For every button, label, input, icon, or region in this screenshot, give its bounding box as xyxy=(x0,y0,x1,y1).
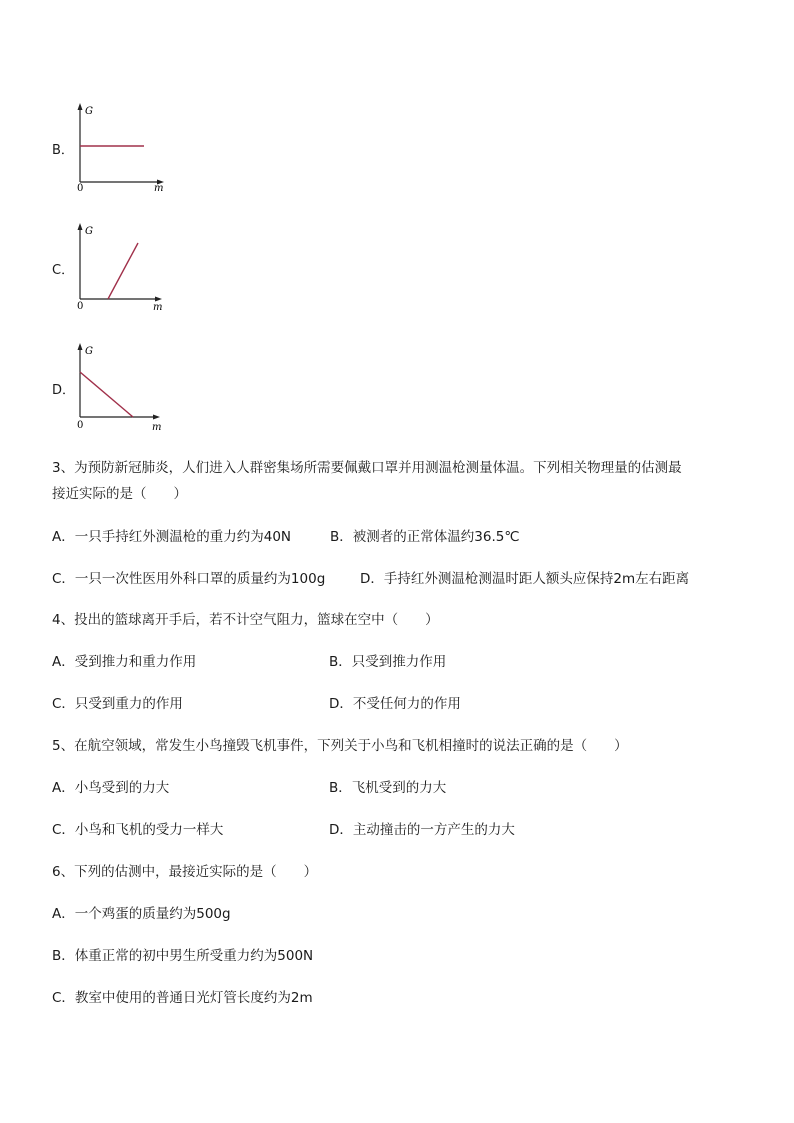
q4-option-c: C．只受到重力的作用 xyxy=(52,696,183,712)
q4-option-b: B．只受到推力作用 xyxy=(329,654,447,670)
q6-option-a: A．一个鸡蛋的质量约为500g xyxy=(52,906,231,922)
y-axis-arrow xyxy=(78,343,83,350)
x-axis-arrow xyxy=(153,415,160,420)
y-axis-arrow xyxy=(78,223,83,230)
q4-option-d: D．不受任何力的作用 xyxy=(329,696,461,712)
q6-option-c: C．教室中使用的普通日光灯管长度约为2m xyxy=(52,990,313,1006)
option-b-letter: B． xyxy=(52,143,74,158)
q4-option-a: A．受到推力和重力作用 xyxy=(52,654,197,670)
graph-b xyxy=(70,100,170,195)
g-line xyxy=(108,243,138,299)
graph-b-svg xyxy=(70,100,170,195)
origin-label: 0 xyxy=(77,301,84,312)
q5-option-c: C．小鸟和飞机的受力一样大 xyxy=(52,822,224,838)
q3-stem-line2: 接近实际的是（ ） xyxy=(52,486,187,502)
q3-option-b: B．被测者的正常体温约36.5℃ xyxy=(330,529,520,545)
q3-stem-line1: 3、为预防新冠肺炎，人们进入人群密集场所需要佩戴口罩并用测温枪测量体温。下列相关物理量的估测最 xyxy=(52,460,682,476)
q4-stem: 4、投出的篮球离开手后，若不计空气阻力，篮球在空中（ ） xyxy=(52,612,439,628)
q5-option-a: A．小鸟受到的力大 xyxy=(52,780,170,796)
q3-option-c: C．一只一次性医用外科口罩的质量约为100g xyxy=(52,571,326,587)
q3-option-a: A．一只手持红外测温枪的重力约为40N xyxy=(52,529,292,545)
graph-c-svg xyxy=(70,220,170,315)
q6-stem: 6、下列的估测中，最接近实际的是（ ） xyxy=(52,864,318,880)
graph-c xyxy=(70,220,170,315)
origin-label: 0 xyxy=(77,183,84,194)
g-line xyxy=(80,372,133,417)
x-axis-label: m xyxy=(153,302,163,313)
q5-option-d: D．主动撞击的一方产生的力大 xyxy=(329,822,515,838)
q5-option-b: B．飞机受到的力大 xyxy=(329,780,447,796)
y-axis-label: G xyxy=(85,106,93,117)
y-axis-label: G xyxy=(85,346,93,357)
x-axis-arrow xyxy=(155,297,162,302)
option-c-letter: C． xyxy=(52,263,75,278)
option-d-letter: D． xyxy=(52,383,76,398)
y-axis-label: G xyxy=(85,226,93,237)
x-axis-label: m xyxy=(152,422,162,433)
q5-stem: 5、在航空领域，常发生小鸟撞毁飞机事件，下列关于小鸟和飞机相撞时的说法正确的是（ ） xyxy=(52,738,628,754)
y-axis-arrow xyxy=(78,103,83,110)
graph-d-svg xyxy=(70,340,170,435)
q3-option-d: D．手持红外测温枪测温时距人额头应保持2m左右距离 xyxy=(360,571,690,587)
x-axis-label: m xyxy=(154,183,164,194)
origin-label: 0 xyxy=(77,420,84,431)
q6-option-b: B．体重正常的初中男生所受重力约为500N xyxy=(52,948,314,964)
graph-d xyxy=(70,340,170,435)
